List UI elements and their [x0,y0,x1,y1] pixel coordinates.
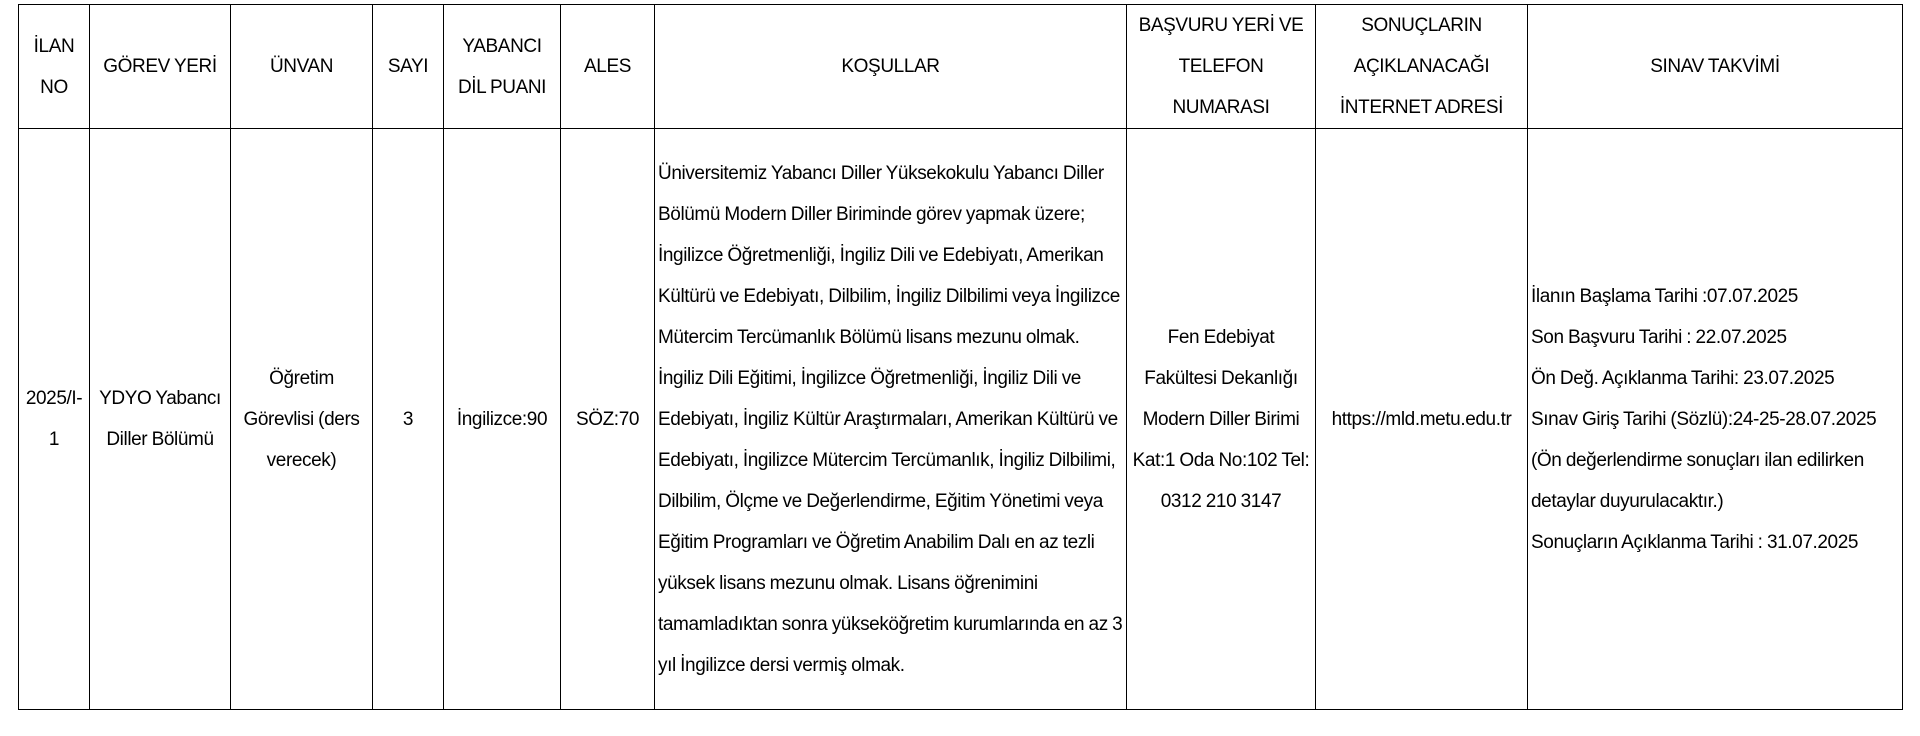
schedule-line: detaylar duyurulacaktır.) [1531,490,1724,512]
schedule-line: Sınav Giriş Tarihi (Sözlü):24-25-28.07.2025 [1531,408,1877,430]
header-sonuc-adresi: SONUÇLARIN AÇIKLANACAĞI İNTERNET ADRESİ [1316,5,1528,129]
header-sayi: SAYI [373,5,444,129]
header-gorev-yeri: GÖREV YERİ [90,5,231,129]
schedule-line: Ön Değ. Açıklanma Tarihi: 23.07.2025 [1531,367,1835,389]
header-kosullar: KOŞULLAR [655,5,1127,129]
announcement-sheet [18,4,1903,710]
header-yabanci-dil-puani: YABANCI DİL PUANI [444,5,561,129]
results-url-link[interactable]: https://mld.metu.edu.tr [1331,408,1512,430]
cell-gorev-yeri: YDYO Yabancı Diller Bölümü [90,129,231,710]
header-unvan: ÜNVAN [231,5,373,129]
cell-kosullar: Üniversitemiz Yabancı Diller Yüksekokulu Yabancı Diller Bölümü Modern Diller Biriminde görev yapmak üzere; İngilizce Öğretmenliği, İngiliz Dili ve Edebiyatı, Amerikan Kültürü ve Edebiyatı, Dilbilim, İngiliz Dilbilimi veya İngilizce Mütercim Tercümanlık Bölümü lisans mezunu olmak. İngiliz Dili Eğitimi, İngilizce Öğretmenliği, İngiliz Dili ve Edebiyatı, İngiliz Kültür Araştırmaları, Amerikan Kültürü ve Edebiyatı, İngilizce Mütercim Tercümanlık, İngiliz Dilbilimi, Dilbilim, Ölçme ve Değerlendirme, Eğitim Yönetimi veya Eğitim Programları ve Öğretim Anabilim Dalı en az tezli yüksek lisans mezunu olmak. Lisans öğrenimini tamamladıktan sonra yükseköğretim kurumlarında en az 3 yıl İngilizce dersi vermiş olmak. [655,129,1127,710]
cell-basvuru-yeri: Fen Edebiyat Fakültesi Dekanlığı Modern Diller Birimi Kat:1 Oda No:102 Tel: 0312 210 3147 [1127,129,1316,710]
cell-ilan-no: 2025/I-1 [19,129,90,710]
announcement-table [18,4,1903,710]
schedule-line: Sonuçların Açıklanma Tarihi : 31.07.2025 [1531,531,1859,553]
cell-unvan: Öğretim Görevlisi (ders verecek) [231,129,373,710]
cell-yabanci-dil-puani: İngilizce:90 [444,129,561,710]
header-row [19,5,1903,129]
schedule-line: (Ön değerlendirme sonuçları ilan edilirken [1531,449,1864,471]
cell-sayi: 3 [373,129,444,710]
cell-sinav-takvimi [1528,129,1903,710]
table-row [19,129,1903,710]
header-ilan-no: İLAN NO [19,5,90,129]
cell-sonuc-adresi[interactable] [1316,129,1528,710]
header-sinav-takvimi: SINAV TAKVİMİ [1528,5,1903,129]
header-basvuru-yeri: BAŞVURU YERİ VE TELEFON NUMARASI [1127,5,1316,129]
schedule-line: İlanın Başlama Tarihi :07.07.2025 [1531,285,1798,307]
header-ales: ALES [561,5,655,129]
schedule-line: Son Başvuru Tarihi : 22.07.2025 [1531,326,1787,348]
cell-ales: SÖZ:70 [561,129,655,710]
